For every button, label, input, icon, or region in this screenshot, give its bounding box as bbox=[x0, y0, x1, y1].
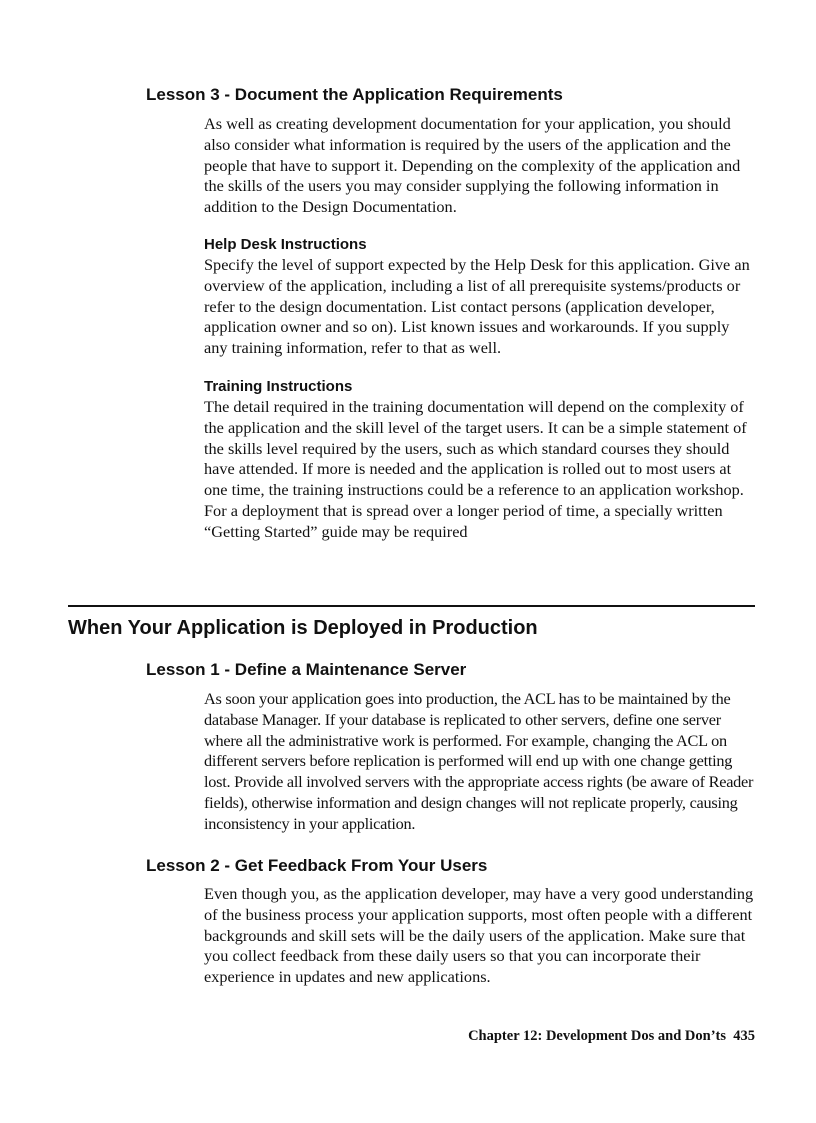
section-divider bbox=[68, 605, 755, 607]
training-heading: Training Instructions bbox=[204, 378, 353, 395]
production-section-heading: When Your Application is Deployed in Production bbox=[68, 617, 538, 639]
page-footer bbox=[468, 1027, 755, 1045]
lesson1-heading: Lesson 1 - Define a Maintenance Server bbox=[146, 660, 467, 679]
lesson2-heading: Lesson 2 - Get Feedback From Your Users bbox=[146, 856, 488, 875]
lesson2-paragraph: Even though you, as the application developer, may have a very good understanding of the business process your application supports, most often people with a different backgrounds and skill sets will be the daily users of the application. Make sure that you collect feedback from these daily users so that you can incorporate their experience in updates and new applications. bbox=[204, 884, 754, 987]
lesson3-heading: Lesson 3 - Document the Application Requirements bbox=[146, 85, 563, 104]
help-desk-heading: Help Desk Instructions bbox=[204, 236, 367, 253]
help-desk-paragraph: Specify the level of support expected by the Help Desk for this application. Give an overview of the application, including a list of all prerequisite systems/products or refer to the design documentation. List contact persons (application developer, application owner and so on). List known issues and workarounds. If you supply any training information, refer to that as well. bbox=[204, 255, 750, 358]
lesson3-intro-paragraph: As well as creating development documentation for your application, you should also consider what information is required by the users of the application and the people that have to support it. Depending on the complexity of the application and the skills of the users you may consider supplying the following information in addition to the Design Documentation. bbox=[204, 114, 741, 217]
training-paragraph: The detail required in the training documentation will depend on the complexity of the application and the skill level of the target users. It can be a simple statement of the skills level required by the users, such as which standard courses they should have attended. If more is needed and the application is rolled out to most users at one time, the training instructions could be a reference to an application workshop. For a deployment that is spread over a longer period of time, a specially written “Getting Started” guide may be required bbox=[204, 397, 747, 541]
footer-page-number: 435 bbox=[733, 1028, 755, 1044]
footer-chapter-title: Chapter 12: Development Dos and Don’ts bbox=[468, 1028, 726, 1044]
lesson1-paragraph: As soon your application goes into production, the ACL has to be maintained by the database Manager. If your database is replicated to other servers, define one server where all the administrative work is performed. For example, changing the ACL on different servers before replication is performed will end up with one change getting lost. Provide all involved servers with the appropriate access rights (be aware of Reader fields), otherwise information and design changes will not replicate properly, causing inconsistency in your application. bbox=[204, 689, 754, 833]
